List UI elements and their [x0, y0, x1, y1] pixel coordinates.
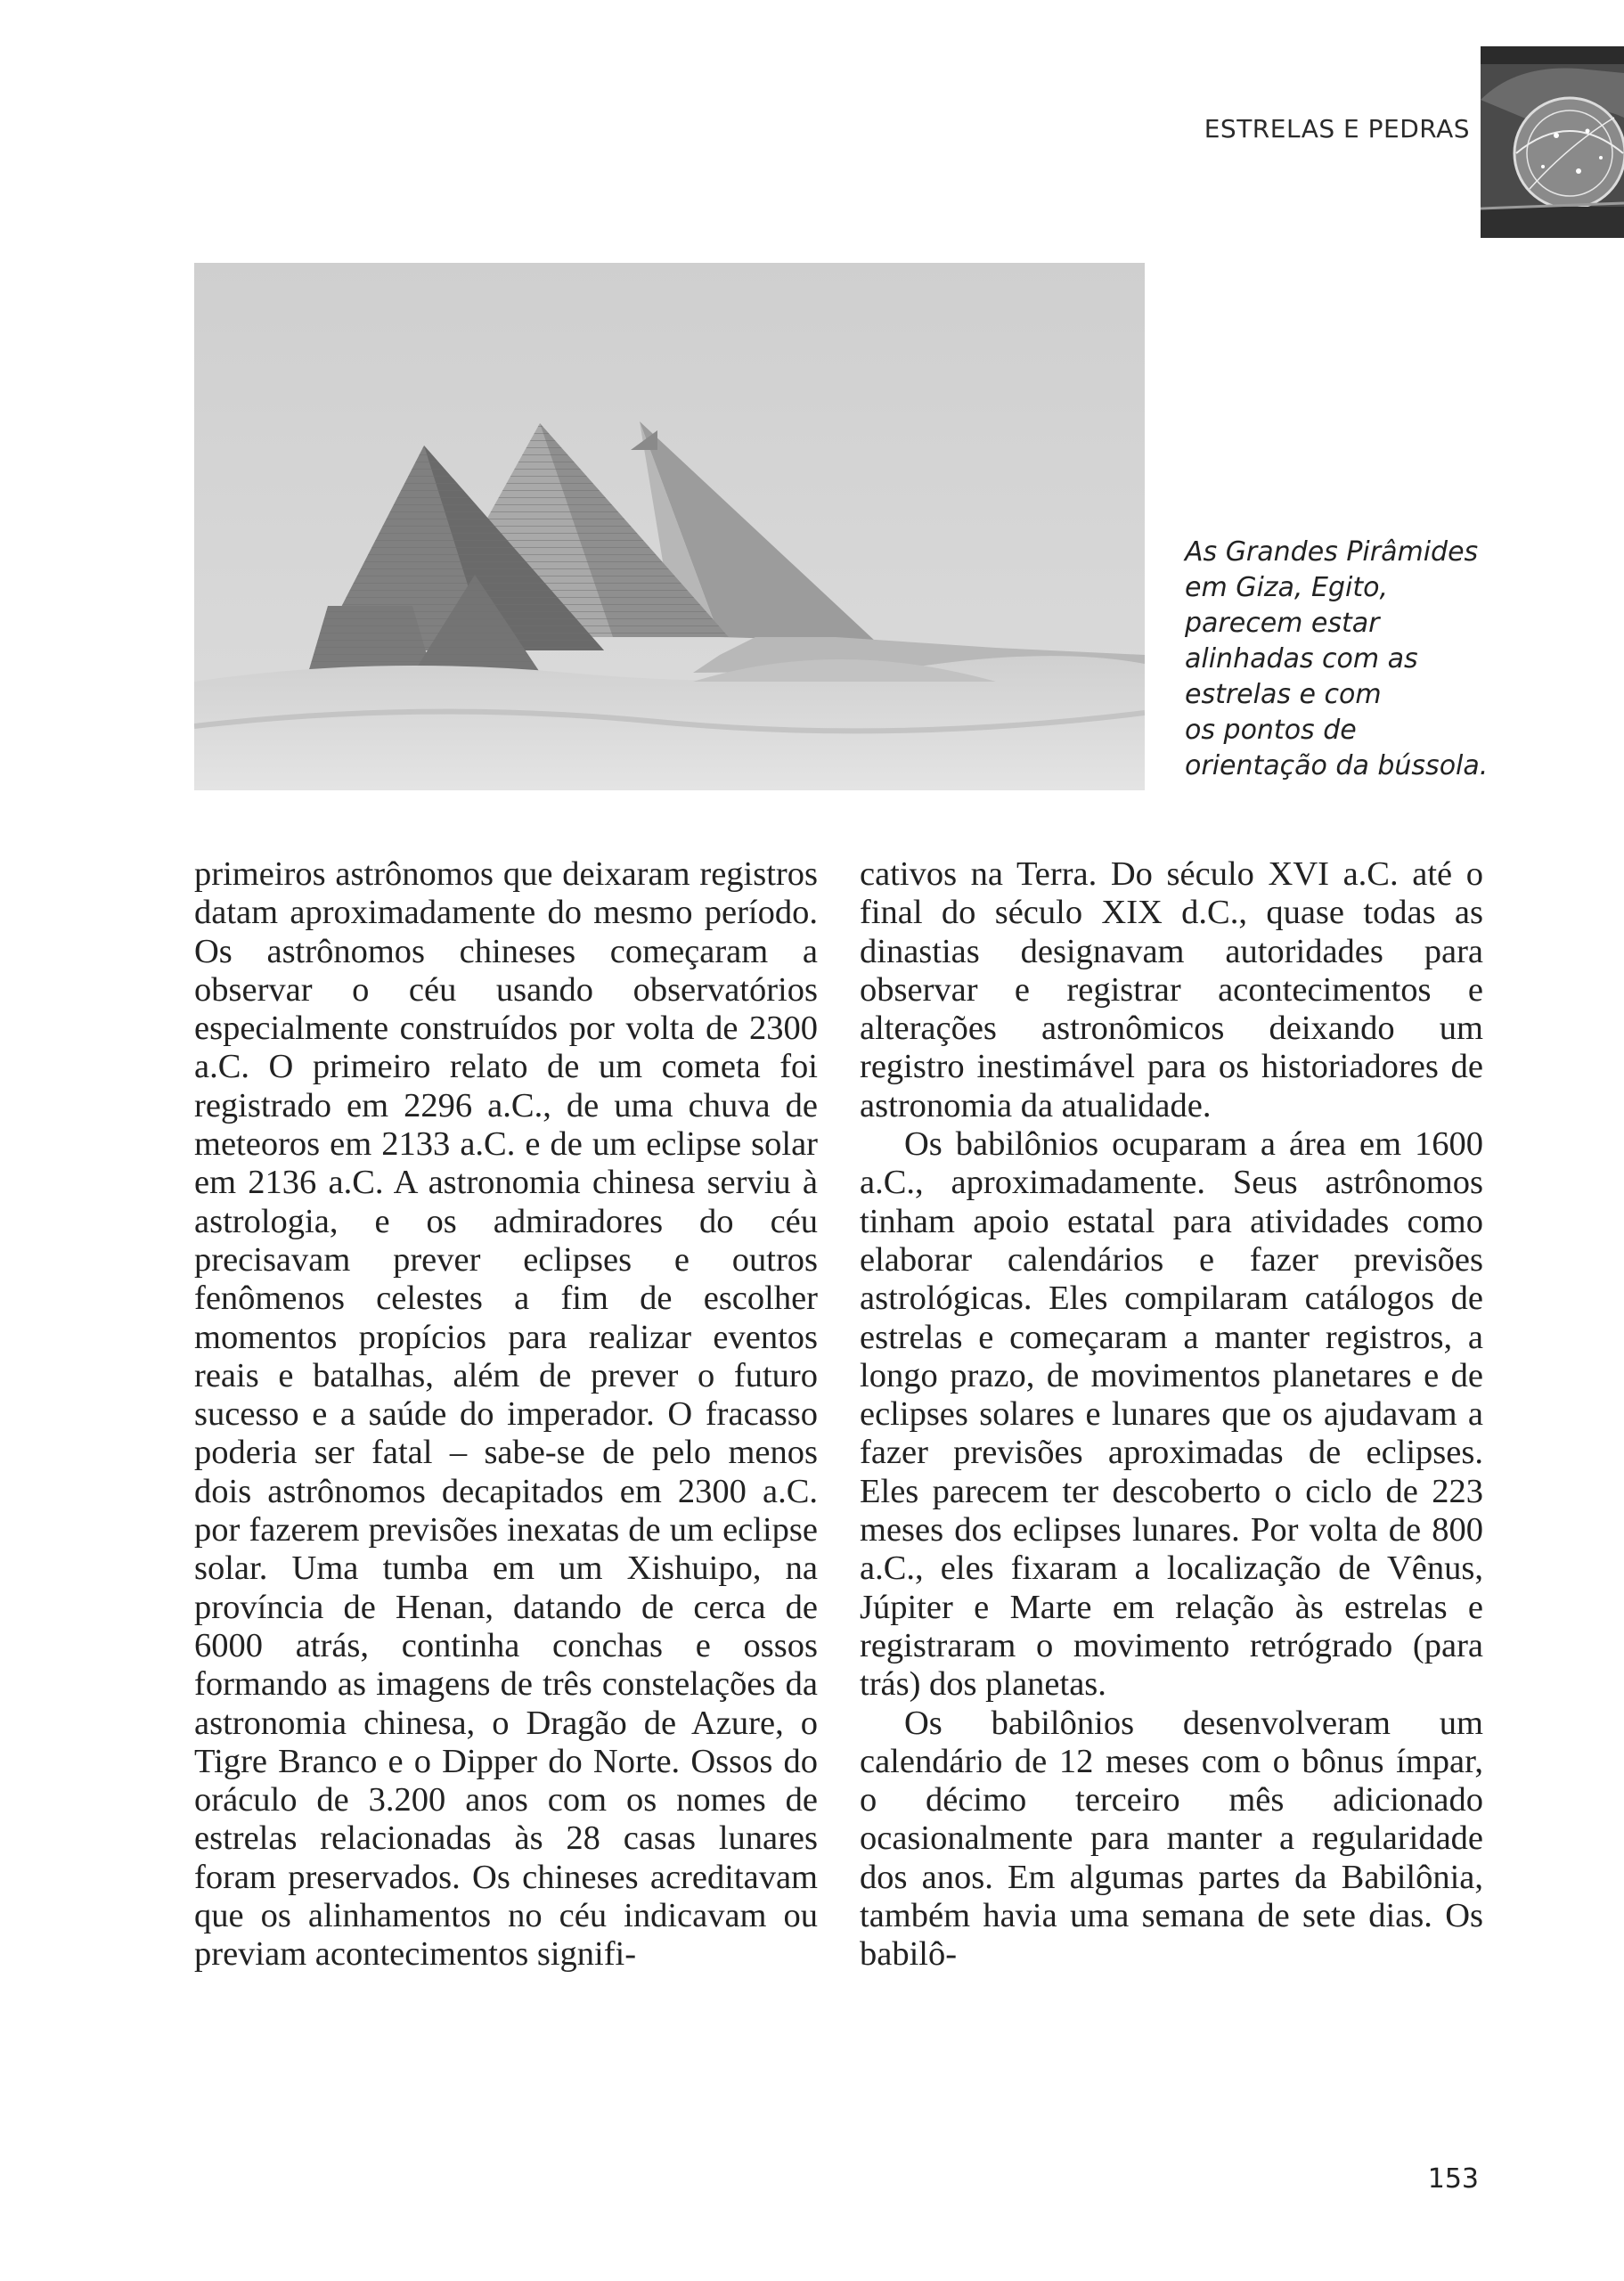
running-title: ESTRELAS E PEDRAS	[1204, 114, 1470, 143]
body-paragraph: primeiros astrônomos que deixaram registros datam aproximadamente do mesmo período. Os astrônomos chineses começaram a observar o céu usando observatórios especialmente construídos por volta de 2300 a.C. O primeiro relato de um cometa foi registrado em 2296 a.C., de uma chuva de meteoros em 2133 a.C. e de um eclipse solar em 2136 a.C. A astronomia chinesa serviu à astrologia, e os admiradores do céu precisavam prever eclipses e outros fenômenos celestes a fim de escolher momentos propícios para realizar eventos reais e batalhas, além de prever o futuro sucesso e a saúde do imperador. O fracasso poderia ser fatal – sabe-se de pelo menos dois astrônomos decapitados em 2300 a.C. por fazerem previsões inexatas de um eclipse solar. Uma tumba em um Xishuipo, na província de Henan, datando de cerca de 6000 atrás, continha conchas e ossos formando as imagens de três constelações da astronomia chinesa, o Dragão de Azure, o Tigre Branco e o Dipper do Norte. Ossos do oráculo de 3.200 anos com os nomes de estrelas relacionadas às 28 casas lunares foram preservados. Os chineses acreditavam que os alinhamentos no céu indicavam ou previam acontecimentos signifi-	[194, 855, 818, 1974]
body-paragraph: cativos na Terra. Do século XVI a.C. até o final do século XIX d.C., quase todas as dinastias designavam autoridades para observar e registrar acontecimentos e alterações astronômicos deixando um registro inestimável para os historiadores de astronomia da atualidade.	[860, 855, 1483, 1124]
page-number: 153	[1427, 2163, 1479, 2195]
caption-line: parecem estar	[1185, 608, 1380, 639]
caption-line: alinhadas com as	[1185, 643, 1418, 674]
body-column-left	[194, 855, 818, 1974]
body-column-right	[860, 855, 1483, 1974]
caption-line: orientação da bússola.	[1185, 750, 1489, 781]
star-chart-icon	[1481, 46, 1624, 238]
caption-line: estrelas e com	[1185, 679, 1382, 710]
body-paragraph: Os babilônios desenvolveram um calendário de 12 meses com o bônus ímpar, o décimo terceiro mês adicionado ocasionalmente para manter a regularidade dos anos. Em algumas partes da Babilônia, também havia uma semana de sete dias. Os babilô-	[860, 1704, 1483, 1974]
caption-line: As Grandes Pirâmides	[1185, 536, 1479, 568]
caption-line: os pontos de	[1185, 715, 1357, 746]
pyramids-photo	[194, 263, 1145, 790]
body-paragraph: Os babilônios ocuparam a área em 1600 a.C., aproximadamente. Seus astrônomos tinham apoio estatal para atividades como elaborar calendários e fazer previsões astrológicas. Eles compilaram catálogos de estrelas e começaram a manter registros, a longo prazo, de movimentos planetares e de eclipses solares e lunares que os ajudavam a fazer previsões aproximadas de eclipses. Eles parecem ter descoberto o ciclo de 223 meses dos eclipses lunares. Por volta de 800 a.C., eles fixaram a localização de Vênus, Júpiter e Marte em relação às estrelas e registraram o movimento retrógrado (para trás) dos planetas.	[860, 1125, 1483, 1704]
figure-caption	[1185, 535, 1595, 784]
caption-line: em Giza, Egito,	[1185, 572, 1388, 603]
